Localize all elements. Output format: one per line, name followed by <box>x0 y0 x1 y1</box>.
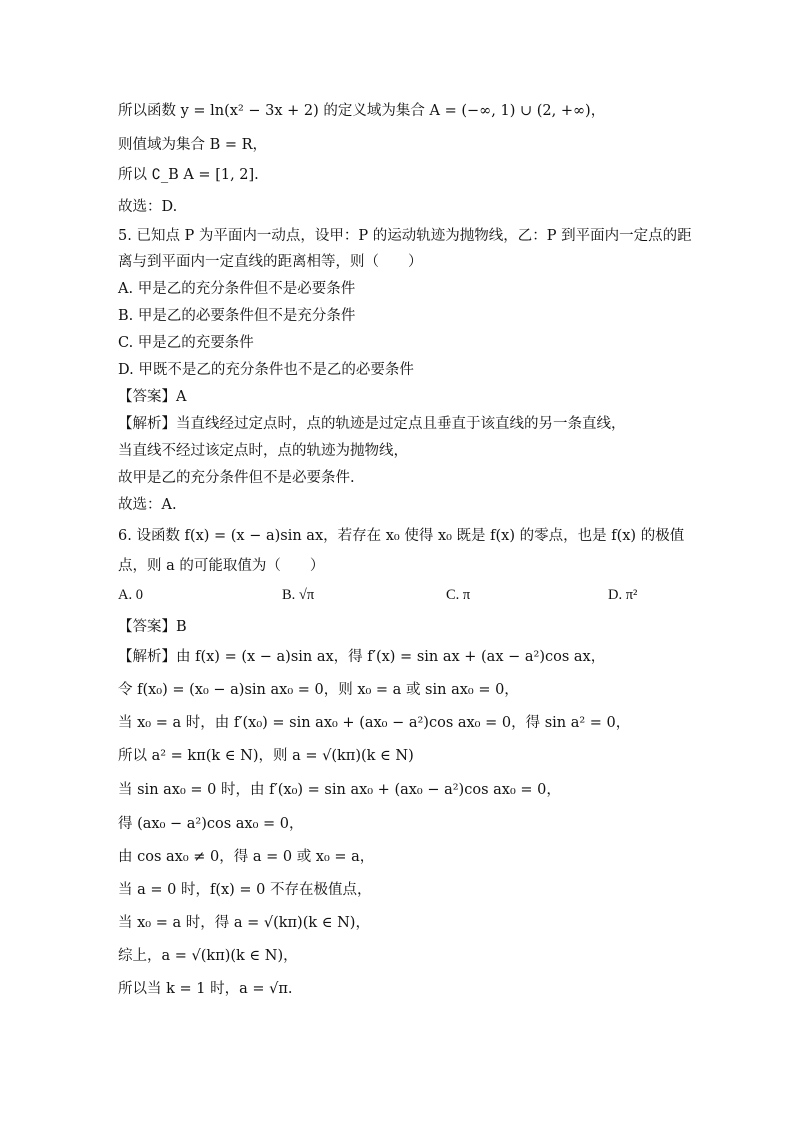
question-5-option-b: B. 甲是乙的必要条件但不是充分条件 <box>118 308 356 324</box>
question-6-choice-b: B. √π <box>282 587 315 603</box>
analysis-6-line-5: 当 sin ax₀ = 0 时，由 f′(x₀) = sin ax₀ + (ax₀ − a²)cos ax₀ = 0， <box>118 782 561 798</box>
question-5-option-a: A. 甲是乙的充分条件但不是必要条件 <box>118 281 356 297</box>
question-6-choice-a: A. 0 <box>118 587 143 603</box>
analysis-5-line-2: 当直线不经过该定点时，点的轨迹为抛物线， <box>118 443 408 459</box>
question-6-choice-d: D. π² <box>608 587 638 603</box>
analysis-6-line-7: 由 cos ax₀ ≠ 0，得 a = 0 或 x₀ = a， <box>118 849 375 865</box>
text-line-3: 所以 ∁_B A = [1, 2]. <box>118 167 259 183</box>
analysis-6-line-1: 【解析】由 f(x) = (x − a)sin ax，得 f′(x) = sin ax + (ax − a²)cos ax， <box>118 649 606 665</box>
text-line-2: 则值域为集合 B = R， <box>118 137 268 153</box>
question-5-stem-1: 5. 已知点 P 为平面内一动点，设甲：P 的运动轨迹为抛物线，乙：P 到平面内一定点的距 <box>118 228 692 244</box>
analysis-6-line-9: 当 x₀ = a 时，得 a = √(kπ)(k ∈ N)， <box>118 915 370 931</box>
question-5-option-c: C. 甲是乙的充要条件 <box>118 335 254 351</box>
analysis-5-line-1: 【解析】当直线经过定点时，点的轨迹是过定点且垂直于该直线的另一条直线， <box>118 416 626 432</box>
question-6-stem-1: 6. 设函数 f(x) = (x − a)sin ax，若存在 x₀ 使得 x₀ 既是 f(x) 的零点，也是 f(x) 的极值 <box>118 528 685 544</box>
analysis-6-line-8: 当 a = 0 时，f(x) = 0 不存在极值点， <box>118 882 372 898</box>
question-6-stem-2: 点，则 a 的可能取值为（ ） <box>118 558 325 574</box>
analysis-6-line-4: 所以 a² = kπ(k ∈ N)，则 a = √(kπ)(k ∈ N) <box>118 748 414 764</box>
question-5-stem-2: 离与到平面内一定直线的距离相等，则（ ） <box>118 254 423 270</box>
analysis-6-line-11: 所以当 k = 1 时，a = √π. <box>118 981 293 997</box>
analysis-6-line-2: 令 f(x₀) = (x₀ − a)sin ax₀ = 0，则 x₀ = a 或 sin ax₀ = 0， <box>118 682 519 698</box>
analysis-5-line-3: 故甲是乙的充分条件但不是必要条件. <box>118 470 355 486</box>
question-5-option-d: D. 甲既不是乙的充分条件也不是乙的必要条件 <box>118 362 414 378</box>
text-line-4: 故选：D. <box>118 199 178 215</box>
answer-5: 【答案】A <box>118 389 187 405</box>
analysis-6-line-3: 当 x₀ = a 时，由 f′(x₀) = sin ax₀ + (ax₀ − a²)cos ax₀ = 0，得 sin a² = 0， <box>118 715 631 731</box>
analysis-6-line-10: 综上，a = √(kπ)(k ∈ N)， <box>118 948 298 964</box>
text-line-1: 所以函数 y = ln(x² − 3x + 2) 的定义域为集合 A = (−∞, 1) ∪ (2, +∞)， <box>118 103 606 119</box>
question-6-choice-c: C. π <box>446 587 471 603</box>
analysis-5-line-4: 故选：A. <box>118 497 177 513</box>
answer-6: 【答案】B <box>118 619 187 635</box>
question-6-choices <box>118 587 678 607</box>
analysis-6-line-6: 得 (ax₀ − a²)cos ax₀ = 0， <box>118 816 304 832</box>
